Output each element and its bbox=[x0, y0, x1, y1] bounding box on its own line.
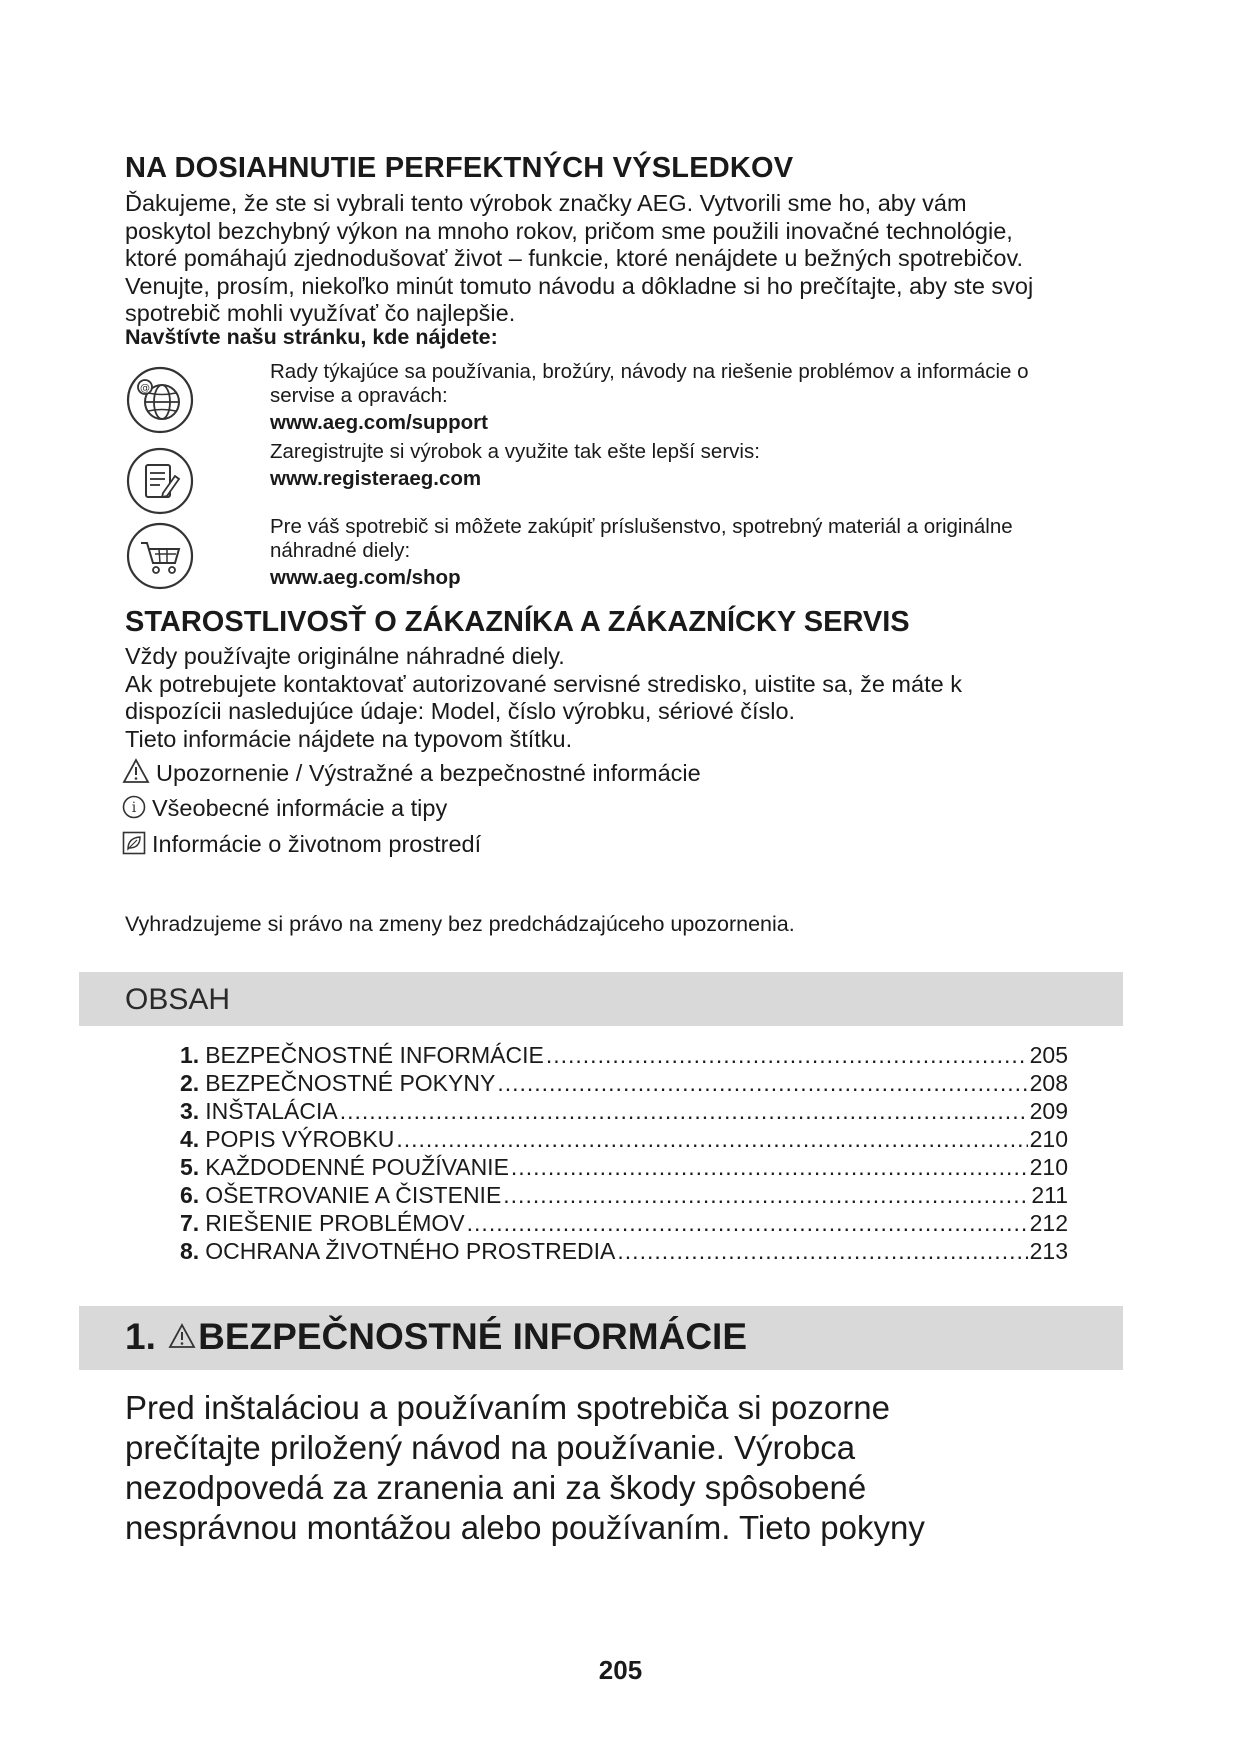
globe-support-icon bbox=[125, 365, 195, 435]
toc-item-number: 5. bbox=[180, 1154, 200, 1180]
leaf-environment-icon bbox=[122, 831, 146, 855]
safety-section-title bbox=[125, 1316, 747, 1358]
legend-label: Všeobecné informácie a tipy bbox=[152, 795, 448, 821]
legend-label: Informácie o životnom prostredí bbox=[152, 831, 482, 857]
toc-item-number: 4. bbox=[180, 1126, 200, 1152]
toc-item-title: BEZPEČNOSTNÉ INFORMÁCIE bbox=[205, 1042, 544, 1068]
safety-line: nezodpovedá za zranenia ani za škody spôsobené bbox=[125, 1469, 867, 1506]
reserve-note: Vyhradzujeme si právo na zmeny bez predchádzajúceho upozornenia. bbox=[125, 912, 795, 936]
legend-environment bbox=[122, 830, 481, 858]
toc-item[interactable] bbox=[180, 1041, 1068, 1069]
intro-line: Venujte, prosím, niekoľko minút tomuto návodu a dôkladne si ho prečítajte, aby ste svoj bbox=[125, 272, 1034, 299]
svg-text:@: @ bbox=[140, 383, 150, 394]
visit-heading: Navštívte našu stránku, kde nájdete: bbox=[125, 325, 498, 349]
care-line: Vždy používajte originálne náhradné diely. bbox=[125, 643, 565, 669]
toc-item[interactable] bbox=[180, 1069, 1068, 1097]
resource-description: Zaregistrujte si výrobok a využite tak ešte lepší servis: bbox=[270, 440, 760, 463]
intro-line: Ďakujeme, že ste si vybrali tento výrobok značky AEG. Vytvorili sme ho, aby vám bbox=[125, 190, 967, 216]
toc-item-title: OCHRANA ŽIVOTNÉHO PROSTREDIA bbox=[205, 1238, 616, 1264]
toc-header-bar bbox=[79, 972, 1123, 1026]
resource-description: Pre váš spotrebič si môžete zakúpiť príslušenstvo, spotrebný materiál a originálne bbox=[270, 515, 1013, 538]
resource-shop-text bbox=[270, 515, 1230, 590]
register-document-icon bbox=[125, 446, 195, 516]
toc-item-page: 213 bbox=[1029, 1238, 1068, 1264]
toc-item-number: 8. bbox=[180, 1238, 200, 1264]
toc-item-title: OŠETROVANIE A ČISTENIE bbox=[205, 1182, 502, 1208]
warning-triangle-icon bbox=[122, 758, 150, 784]
toc-item-page: 208 bbox=[1029, 1070, 1068, 1096]
resource-support-text bbox=[270, 360, 1230, 435]
safety-line: prečítajte priložený návod na používanie. Výrobca bbox=[125, 1429, 856, 1466]
toc-item-title: POPIS VÝROBKU bbox=[205, 1126, 395, 1152]
safety-intro-paragraph bbox=[125, 1388, 1125, 1548]
info-circle-icon bbox=[122, 795, 146, 819]
shopping-cart-icon bbox=[125, 521, 195, 591]
safety-section-heading: BEZPEČNOSTNÉ INFORMÁCIE bbox=[198, 1316, 747, 1357]
toc-leader bbox=[546, 1041, 1028, 1069]
toc-leader bbox=[503, 1181, 1029, 1209]
heading-customer-care: STAROSTLIVOSŤ O ZÁKAZNÍKA A ZÁKAZNÍCKY SERVIS bbox=[125, 606, 910, 638]
toc-item[interactable] bbox=[180, 1153, 1068, 1181]
toc-item-number: 3. bbox=[180, 1098, 200, 1124]
resource-description: náhradné diely: bbox=[270, 539, 411, 562]
toc-item-page: 205 bbox=[1029, 1042, 1068, 1068]
toc-leader bbox=[396, 1125, 1027, 1153]
safety-line: nesprávnou montážou alebo používaním. Tieto pokyny bbox=[125, 1509, 925, 1546]
toc-item-page: 212 bbox=[1029, 1210, 1068, 1236]
support-link[interactable]: www.aeg.com/support bbox=[270, 411, 488, 434]
toc-item[interactable] bbox=[180, 1181, 1068, 1209]
page-number: 205 bbox=[598, 1655, 643, 1685]
intro-paragraph bbox=[125, 190, 1125, 328]
safety-header-bar bbox=[79, 1306, 1123, 1370]
toc-leader bbox=[497, 1069, 1027, 1097]
intro-line: spotrebič mohli využívať čo najlepšie. bbox=[125, 300, 516, 326]
toc-item-number: 6. bbox=[180, 1182, 200, 1208]
toc-item-page: 209 bbox=[1029, 1098, 1068, 1124]
safety-section-number: 1. bbox=[125, 1316, 156, 1357]
toc-item-number: 1. bbox=[180, 1042, 200, 1068]
toc-item-title: BEZPEČNOSTNÉ POKYNY bbox=[205, 1070, 496, 1096]
legend-info bbox=[122, 794, 447, 822]
legend-warning bbox=[122, 758, 701, 787]
customer-care-paragraph bbox=[125, 643, 1125, 753]
toc-item-title: RIEŠENIE PROBLÉMOV bbox=[205, 1210, 465, 1236]
toc-leader bbox=[467, 1209, 1028, 1237]
heading-perfect-results: NA DOSIAHNUTIE PERFEKTNÝCH VÝSLEDKOV bbox=[125, 152, 794, 184]
toc-leader bbox=[340, 1097, 1028, 1125]
toc-leader bbox=[617, 1237, 1027, 1265]
intro-line: ktoré pomáhajú zjednodušovať život – funkcie, ktoré nenájdete u bežných spotrebičov. bbox=[125, 245, 1024, 271]
toc-item-title: KAŽDODENNÉ POUŽÍVANIE bbox=[205, 1154, 509, 1180]
legend-label: Upozornenie / Výstražné a bezpečnostné informácie bbox=[156, 760, 701, 786]
toc-leader bbox=[511, 1153, 1028, 1181]
safety-line: Pred inštaláciou a používaním spotrebiča si pozorne bbox=[125, 1389, 890, 1426]
warning-triangle-icon bbox=[168, 1323, 196, 1349]
intro-line: poskytol bezchybný výkon na mnoho rokov, pričom sme použili inovačné technológie, bbox=[125, 217, 1013, 244]
care-line: Ak potrebujete kontaktovať autorizované servisné stredisko, uistite sa, že máte k bbox=[125, 670, 962, 697]
toc-item[interactable] bbox=[180, 1209, 1068, 1237]
toc-item-page: 210 bbox=[1029, 1154, 1068, 1180]
toc-item[interactable] bbox=[180, 1237, 1068, 1265]
toc-item-page: 210 bbox=[1029, 1126, 1068, 1152]
care-line: Tieto informácie nájdete na typovom štítku. bbox=[125, 725, 573, 752]
toc-item-number: 7. bbox=[180, 1210, 200, 1236]
toc-title: OBSAH bbox=[125, 983, 231, 1016]
resource-description: Rady týkajúce sa používania, brožúry, návody na riešenie problémov a informácie o bbox=[270, 360, 1029, 383]
register-link[interactable]: www.registeraeg.com bbox=[270, 467, 482, 490]
shop-link[interactable]: www.aeg.com/shop bbox=[270, 566, 461, 589]
svg-text:i: i bbox=[131, 800, 137, 816]
toc-item[interactable] bbox=[180, 1125, 1068, 1153]
toc-item-number: 2. bbox=[180, 1070, 200, 1096]
toc-item-page: 211 bbox=[1031, 1182, 1068, 1208]
table-of-contents bbox=[180, 1041, 1068, 1265]
toc-item-title: INŠTALÁCIA bbox=[205, 1098, 338, 1124]
care-line: dispozícii nasledujúce údaje: Model, číslo výrobku, sériové číslo. bbox=[125, 698, 796, 724]
resource-description: servise a opravách: bbox=[270, 384, 448, 407]
resource-register-text bbox=[270, 440, 1230, 491]
toc-item[interactable] bbox=[180, 1097, 1068, 1125]
